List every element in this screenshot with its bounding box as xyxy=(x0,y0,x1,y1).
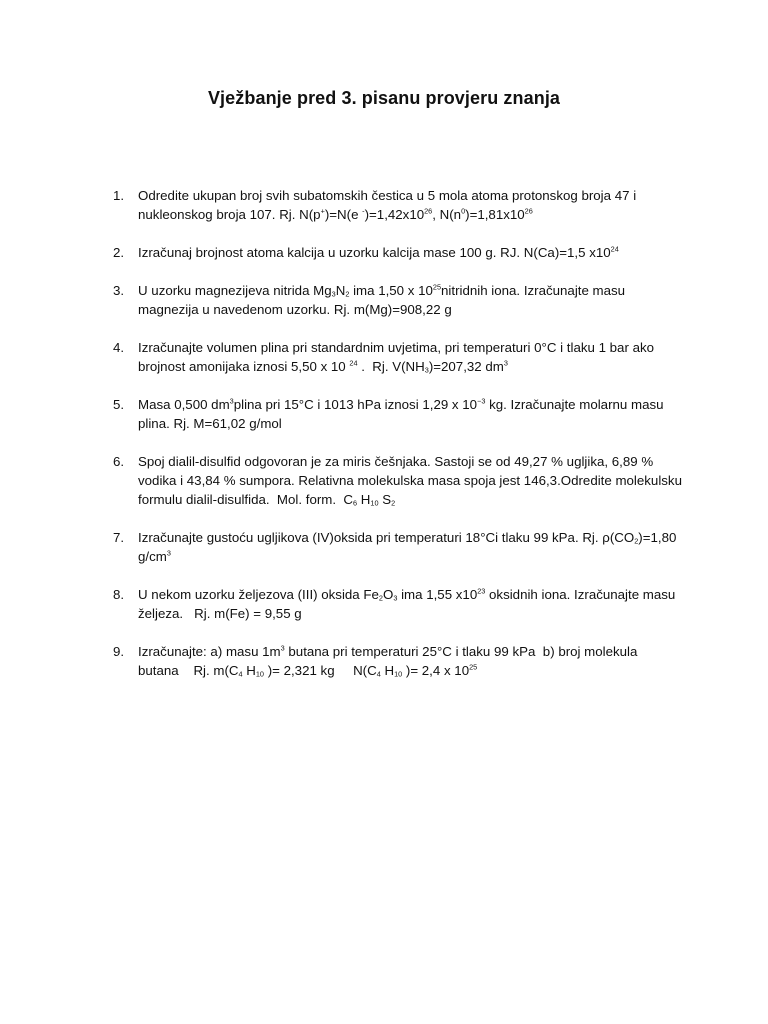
item-number: 1. xyxy=(113,188,125,203)
exercise-item xyxy=(113,186,683,224)
item-text: Izračunajte: a) masu $1m^3$ butana pri temperaturi 25°C i tlaku 99 kPa b) broj molekula butana Rj. $m(C_4$ $H_{10}$ )= 2,321 kg $N(C_4$ $H_{10}$ )= 2,4 x $10^{25}$ xyxy=(138,643,638,679)
exercise-item xyxy=(113,642,683,680)
exercise-item xyxy=(113,338,683,376)
exercise-item xyxy=(113,243,683,262)
item-number: 4. xyxy=(113,340,125,355)
page-title: Vježbanje pred 3. pisanu provjeru znanja xyxy=(207,88,561,108)
item-text: Izračunaj brojnost atoma kalcija u uzorku kalcija mase 100 g. RJ. N(Ca)=1,5 $x10^{24}$ xyxy=(138,244,619,260)
exercise-item xyxy=(113,528,683,566)
item-text: Izračunajte volumen plina pri standardnim uvjetima, pri temperaturi 0°C i tlaku 1 bar ako brojnost amonijaka iznosi 5,50 x 10 $^{24}$ . Rj. $V(NH_3)=207,32$ $dm^3$ xyxy=(138,340,655,375)
item-number: 7. xyxy=(113,530,125,545)
exercise-item xyxy=(113,585,683,623)
item-number: 8. xyxy=(113,587,125,602)
item-text: Masa 0,500 $dm^3plina$ pri 15°C i 1013 hPa iznosi 1,29 x $10^{-3}$ kg. Izračunajte molarnu masu plina. Rj. M=61,02 g/mol xyxy=(138,396,664,431)
item-number: 6. xyxy=(113,454,125,469)
item-number: 2. xyxy=(113,245,125,260)
item-text: Izračunajte gustoću ugljikova (IV)oksida pri temperaturi 18°Ci tlaku 99 kPa. Rj. $\rho(CO_2)=1,80$ $g/cm^3$ xyxy=(138,530,677,564)
item-text: U uzorku magnezijeva nitrida $Mg_3N_2$ ima 1,50 x $10^{25}nitridnih$ iona. Izračunajte masu magnezija u navedenom uzorku. Rj. m(Mg)=908,22 g xyxy=(138,282,626,317)
item-number: 3. xyxy=(113,283,125,298)
item-text: Odredite ukupan broj svih subatomskih čestica u 5 mola atoma protonskog broja 47 i nukleonskog broja 107. Rj. N(p+)=N(e $^-)=1,42x10^{26}$, $N(n^0)=1,81x10^{26}$ xyxy=(138,188,637,222)
item-text: Spoj dialil-disulfid odgovoran je za miris češnjaka. Sastoji se od 49,27 % ugljika, 6,89 % vodika i 43,84 % sumpora. Relativna molekulska masa spoja jest 146,3.Odredite molekulsku formulu dialil-disulfida. Mol. form. $C_6$ $H_{10}$ $S_2$ xyxy=(138,454,682,508)
item-text: U nekom uzorku željezova (III) oksida $Fe_2O_3$ ima 1,55 $x10^{23}$ oksidnih iona. Izračunajte masu željeza. Rj. m(Fe) = 9,55 g xyxy=(138,586,676,621)
exercise-item xyxy=(113,452,683,509)
exercise-list xyxy=(113,186,683,699)
exercise-item xyxy=(113,281,683,319)
exercise-item xyxy=(113,395,683,433)
item-number: 5. xyxy=(113,397,125,412)
item-number: 9. xyxy=(113,644,125,659)
